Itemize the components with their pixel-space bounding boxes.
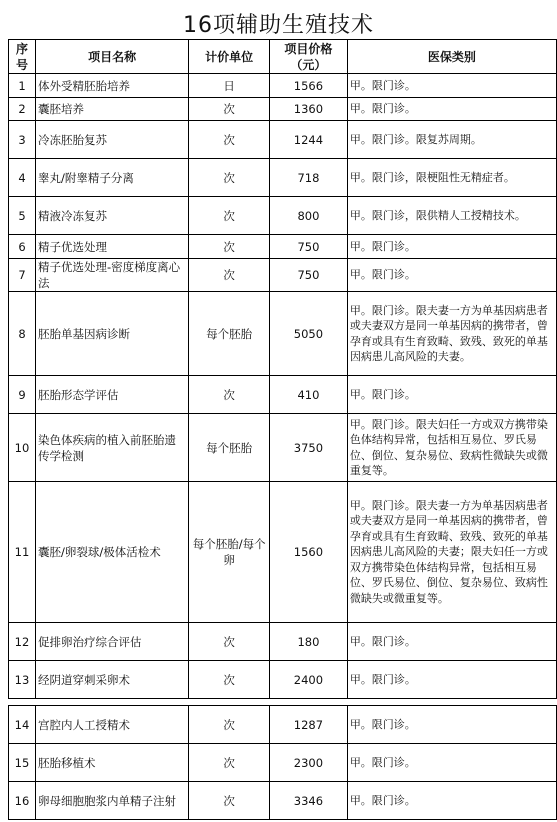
row-category: 甲。限门诊。 [347,235,556,259]
row-item-name: 精子优选处理 [35,235,188,259]
row-item-name: 胚胎单基因病诊断 [35,292,188,376]
row-item-name: 睾丸/附睾精子分离 [35,159,188,197]
table-row [9,376,557,414]
row-unit: 每个胚胎 [189,414,270,482]
row-unit: 次 [189,782,270,820]
row-price: 750 [270,235,348,259]
row-unit: 次 [189,259,270,292]
header-number: 序号 [9,40,36,74]
table-row [9,121,557,159]
row-category: 甲。限门诊。限夫妇任一方或双方携带染色体结构异常，包括相互易位、罗氏易位、倒位、复杂易位、致病性微缺失或微重复等。 [347,414,556,482]
row-price: 3750 [270,414,348,482]
row-number: 2 [9,98,36,121]
table-row [9,482,557,623]
row-unit: 每个胚胎 [189,292,270,376]
header-name: 项目名称 [35,40,188,74]
row-price: 800 [270,197,348,235]
row-item-name: 促排卵治疗综合评估 [35,623,188,661]
row-unit: 次 [189,98,270,121]
row-item-name: 胚胎形态学评估 [35,376,188,414]
row-category: 甲。限门诊。 [347,661,556,699]
row-category: 甲。限门诊。 [347,74,556,98]
row-category: 甲。限门诊。 [347,623,556,661]
row-category: 甲。限门诊，限供精人工授精技术。 [347,197,556,235]
row-price: 2300 [270,744,348,782]
row-item-name: 经阴道穿刺采卵术 [35,661,188,699]
row-unit: 日 [189,74,270,98]
row-category: 甲。限门诊。限夫妻一方为单基因病患者或夫妻双方是同一单基因病的携带者，曾孕育或具有生育致畸、致残、致死的单基因病患儿高风险的夫妻。 [347,292,556,376]
row-item-name: 宫腔内人工授精术 [35,706,188,744]
row-unit: 次 [189,159,270,197]
row-price: 1566 [270,74,348,98]
row-price: 2400 [270,661,348,699]
row-category: 甲。限门诊。 [347,259,556,292]
row-number: 5 [9,197,36,235]
row-number: 1 [9,74,36,98]
row-item-name: 精液冷冻复苏 [35,197,188,235]
row-unit: 次 [189,121,270,159]
row-item-name: 囊胚培养 [35,98,188,121]
row-number: 3 [9,121,36,159]
row-number: 12 [9,623,36,661]
row-category: 甲。限门诊。 [347,706,556,744]
table-row [9,259,557,292]
price-table-continued [8,705,557,820]
row-unit: 次 [189,235,270,259]
table-row [9,414,557,482]
row-category: 甲。限门诊。 [347,376,556,414]
row-category: 甲。限门诊。 [347,744,556,782]
table-row [9,661,557,699]
table-header-row [9,40,557,74]
row-item-name: 胚胎移植术 [35,744,188,782]
row-price: 5050 [270,292,348,376]
row-number: 6 [9,235,36,259]
table-row [9,706,557,744]
row-item-name: 冷冻胚胎复苏 [35,121,188,159]
page-title: 16项辅助生殖技术 [183,13,374,38]
row-number: 10 [9,414,36,482]
row-number: 7 [9,259,36,292]
row-price: 1287 [270,706,348,744]
row-price: 410 [270,376,348,414]
row-unit: 次 [189,706,270,744]
row-item-name: 精子优选处理-密度梯度离心法 [35,259,188,292]
row-category: 甲。限门诊。限夫妻一方为单基因病患者或夫妻双方是同一单基因病的携带者，曾孕育或具有生育致畸、致残、致死的单基因病患儿高风险的夫妻；限夫妇任一方或双方携带染色体结构异常，包括相互易位、罗氏易位、倒位、复杂易位、致病性微缺失或微重复等。 [347,482,556,623]
row-unit: 次 [189,376,270,414]
table-row [9,782,557,820]
header-category: 医保类别 [347,40,556,74]
row-price: 718 [270,159,348,197]
row-price: 1560 [270,482,348,623]
row-unit: 次 [189,661,270,699]
row-price: 750 [270,259,348,292]
row-category: 甲。限门诊。 [347,98,556,121]
table-row [9,74,557,98]
table-row [9,197,557,235]
table-row [9,159,557,197]
row-unit: 次 [189,623,270,661]
row-number: 14 [9,706,36,744]
row-number: 16 [9,782,36,820]
row-category: 甲。限门诊，限梗阻性无精症者。 [347,159,556,197]
table-row [9,98,557,121]
row-item-name: 卵母细胞胞浆内单精子注射 [35,782,188,820]
row-number: 15 [9,744,36,782]
header-unit: 计价单位 [189,40,270,74]
row-item-name: 体外受精胚胎培养 [35,74,188,98]
table-row [9,744,557,782]
row-number: 8 [9,292,36,376]
row-unit: 次 [189,197,270,235]
price-table [8,39,557,699]
row-number: 11 [9,482,36,623]
row-unit: 每个胚胎/每个卵 [189,482,270,623]
row-item-name: 染色体疾病的植入前胚胎遗传学检测 [35,414,188,482]
row-price: 3346 [270,782,348,820]
row-price: 1360 [270,98,348,121]
row-price: 1244 [270,121,348,159]
row-unit: 次 [189,744,270,782]
row-category: 甲。限门诊。限复苏周期。 [347,121,556,159]
row-item-name: 囊胚/卵裂球/极体活检术 [35,482,188,623]
row-number: 13 [9,661,36,699]
table-row [9,235,557,259]
row-number: 4 [9,159,36,197]
header-price: 项目价格（元） [270,40,348,74]
row-category: 甲。限门诊。 [347,782,556,820]
row-price: 180 [270,623,348,661]
table-row [9,623,557,661]
table-row [9,292,557,376]
row-number: 9 [9,376,36,414]
